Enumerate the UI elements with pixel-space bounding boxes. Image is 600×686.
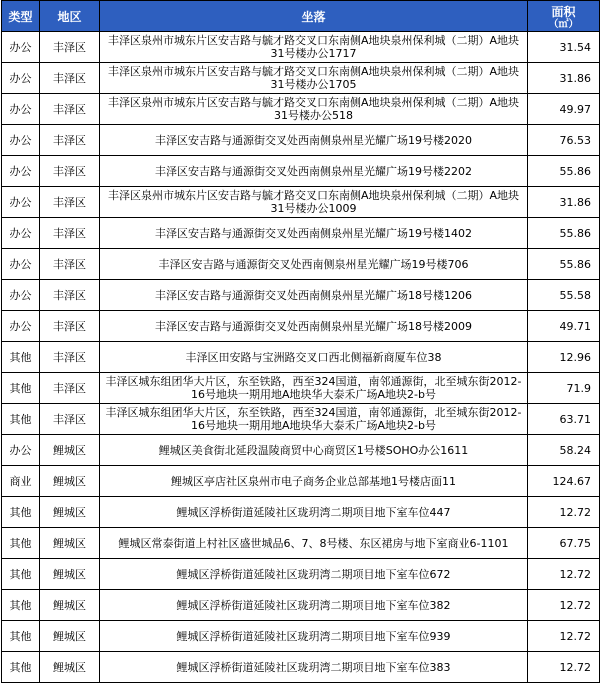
cell-location: 丰泽区安吉路与通源街交叉处西南侧泉州星光耀广场18号楼2009: [100, 311, 528, 342]
cell-district: 鲤城区: [40, 590, 100, 621]
cell-location: 丰泽区泉州市城东片区安吉路与毓才路交叉口东南侧A地块泉州保利城（二期）A地块31号楼办公1009: [100, 187, 528, 218]
table-header-row: [2, 1, 600, 32]
table-row: [2, 125, 600, 156]
cell-type: 其他: [2, 528, 40, 559]
cell-area: 71.9: [528, 373, 600, 404]
cell-district: 丰泽区: [40, 63, 100, 94]
cell-type: 其他: [2, 559, 40, 590]
property-table: [1, 0, 600, 683]
cell-district: 丰泽区: [40, 187, 100, 218]
cell-district: 丰泽区: [40, 373, 100, 404]
cell-area: 12.72: [528, 652, 600, 683]
cell-location: 鲤城区浮桥街道延陵社区珑玥湾二期项目地下室车位939: [100, 621, 528, 652]
cell-type: 其他: [2, 652, 40, 683]
cell-location: 丰泽区安吉路与通源街交叉处西南侧泉州星光耀广场18号楼1206: [100, 280, 528, 311]
cell-location: 鲤城区浮桥街道延陵社区珑玥湾二期项目地下室车位447: [100, 497, 528, 528]
cell-area: 55.86: [528, 218, 600, 249]
cell-location: 丰泽区田安路与宝洲路交叉口西北侧福新商厦车位38: [100, 342, 528, 373]
cell-type: 其他: [2, 342, 40, 373]
cell-location: 丰泽区安吉路与通源街交叉处西南侧泉州星光耀广场19号楼2020: [100, 125, 528, 156]
cell-location: 丰泽区安吉路与通源街交叉处西南侧泉州星光耀广场19号楼2202: [100, 156, 528, 187]
cell-district: 鲤城区: [40, 559, 100, 590]
cell-location: 丰泽区泉州市城东片区安吉路与毓才路交叉口东南侧A地块泉州保利城（二期）A地块31号楼办公1717: [100, 32, 528, 63]
header-area: [528, 1, 600, 32]
header-district: 地区: [40, 1, 100, 32]
cell-type: 办公: [2, 311, 40, 342]
cell-district: 丰泽区: [40, 125, 100, 156]
cell-location: 丰泽区城东组团华大片区，东至铁路，西至324国道，南邻通源街，北至城东街2012-16号地块一期用地A地块华大泰禾广场A地块2-b号: [100, 373, 528, 404]
cell-location: 丰泽区安吉路与通源街交叉处西南侧泉州星光耀广场19号楼1402: [100, 218, 528, 249]
cell-type: 办公: [2, 435, 40, 466]
cell-area: 12.72: [528, 559, 600, 590]
table-row: [2, 590, 600, 621]
cell-district: 丰泽区: [40, 94, 100, 125]
cell-area: 31.86: [528, 187, 600, 218]
cell-location: 鲤城区浮桥街道延陵社区珑玥湾二期项目地下室车位672: [100, 559, 528, 590]
cell-district: 鲤城区: [40, 435, 100, 466]
cell-location: 丰泽区城东组团华大片区，东至铁路，西至324国道，南邻通源街，北至城东街2012-16号地块一期用地A地块华大泰禾广场A地块2-b号: [100, 404, 528, 435]
cell-type: 其他: [2, 621, 40, 652]
cell-type: 其他: [2, 590, 40, 621]
cell-area: 63.71: [528, 404, 600, 435]
table-row: [2, 32, 600, 63]
table-row: [2, 652, 600, 683]
table-row: [2, 466, 600, 497]
cell-area: 12.72: [528, 621, 600, 652]
cell-area: 12.96: [528, 342, 600, 373]
table-row: [2, 621, 600, 652]
header-type: 类型: [2, 1, 40, 32]
cell-type: 办公: [2, 63, 40, 94]
cell-location: 鲤城区美食街北延段温陵商贸中心商贸区1号楼SOHO办公1611: [100, 435, 528, 466]
table-row: [2, 280, 600, 311]
cell-type: 办公: [2, 125, 40, 156]
cell-type: 办公: [2, 32, 40, 63]
table-row: [2, 63, 600, 94]
table-row: [2, 94, 600, 125]
cell-district: 丰泽区: [40, 218, 100, 249]
header-area-unit: （㎡）: [548, 18, 579, 30]
cell-location: 丰泽区泉州市城东片区安吉路与毓才路交叉口东南侧A地块泉州保利城（二期）A地块31号楼办公1705: [100, 63, 528, 94]
cell-type: 其他: [2, 373, 40, 404]
cell-type: 办公: [2, 280, 40, 311]
cell-location: 丰泽区泉州市城东片区安吉路与毓才路交叉口东南侧A地块泉州保利城（二期）A地块31号楼办公518: [100, 94, 528, 125]
cell-area: 12.72: [528, 590, 600, 621]
table-row: [2, 435, 600, 466]
cell-area: 55.86: [528, 249, 600, 280]
cell-location: 丰泽区安吉路与通源街交叉处西南侧泉州星光耀广场19号楼706: [100, 249, 528, 280]
table-row: [2, 497, 600, 528]
table-row: [2, 559, 600, 590]
cell-district: 丰泽区: [40, 280, 100, 311]
cell-type: 办公: [2, 156, 40, 187]
cell-type: 其他: [2, 404, 40, 435]
cell-location: 鲤城区亭店社区泉州市电子商务企业总部基地1号楼店面11: [100, 466, 528, 497]
cell-type: 办公: [2, 187, 40, 218]
cell-district: 鲤城区: [40, 621, 100, 652]
cell-area: 55.58: [528, 280, 600, 311]
cell-district: 丰泽区: [40, 311, 100, 342]
table-row: [2, 156, 600, 187]
cell-location: 鲤城区浮桥街道延陵社区珑玥湾二期项目地下室车位382: [100, 590, 528, 621]
table-row: [2, 187, 600, 218]
cell-type: 商业: [2, 466, 40, 497]
cell-location: 鲤城区常泰街道上村社区盛世城品6、7、8号楼、东区裙房与地下室商业6-1101: [100, 528, 528, 559]
table-row: [2, 404, 600, 435]
cell-district: 丰泽区: [40, 404, 100, 435]
cell-area: 76.53: [528, 125, 600, 156]
cell-area: 124.67: [528, 466, 600, 497]
cell-area: 49.97: [528, 94, 600, 125]
header-area-label: 面积: [551, 4, 576, 19]
cell-district: 丰泽区: [40, 249, 100, 280]
cell-area: 58.24: [528, 435, 600, 466]
cell-area: 55.86: [528, 156, 600, 187]
table-row: [2, 249, 600, 280]
cell-area: 67.75: [528, 528, 600, 559]
cell-district: 鲤城区: [40, 497, 100, 528]
header-location: 坐落: [100, 1, 528, 32]
cell-type: 其他: [2, 497, 40, 528]
cell-area: 31.86: [528, 63, 600, 94]
table-row: [2, 311, 600, 342]
table-row: [2, 528, 600, 559]
cell-district: 丰泽区: [40, 32, 100, 63]
cell-location: 鲤城区浮桥街道延陵社区珑玥湾二期项目地下室车位383: [100, 652, 528, 683]
cell-type: 办公: [2, 94, 40, 125]
cell-area: 12.72: [528, 497, 600, 528]
table-row: [2, 373, 600, 404]
cell-district: 鲤城区: [40, 466, 100, 497]
table-row: [2, 342, 600, 373]
table-row: [2, 218, 600, 249]
cell-area: 49.71: [528, 311, 600, 342]
cell-type: 办公: [2, 218, 40, 249]
cell-type: 办公: [2, 249, 40, 280]
cell-area: 31.54: [528, 32, 600, 63]
cell-district: 鲤城区: [40, 528, 100, 559]
cell-district: 丰泽区: [40, 342, 100, 373]
cell-district: 丰泽区: [40, 156, 100, 187]
cell-district: 鲤城区: [40, 652, 100, 683]
